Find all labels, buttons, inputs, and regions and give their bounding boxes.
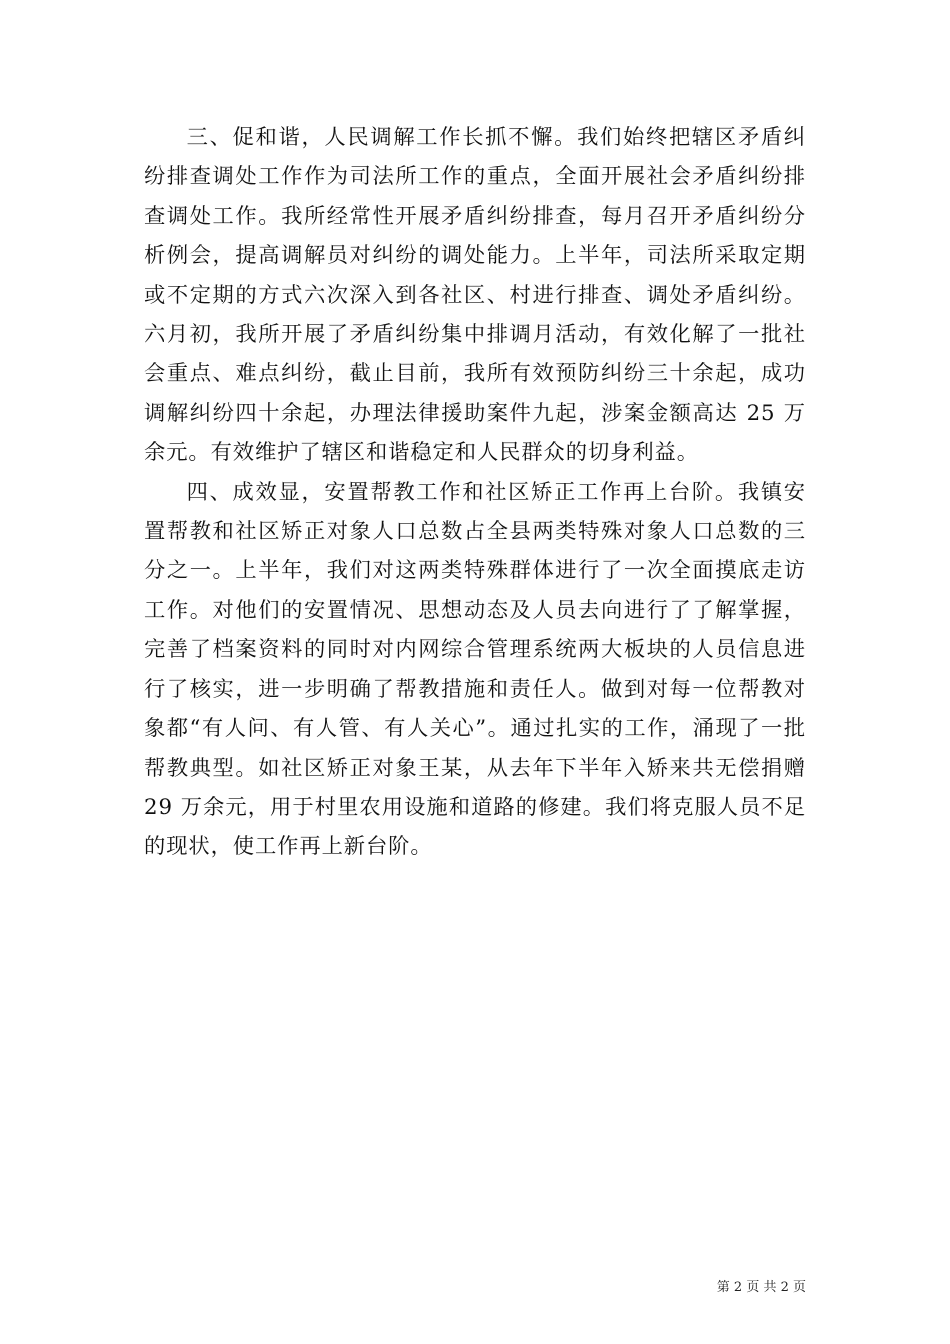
paragraph-community-correction: 四、成效显，安置帮教工作和社区矫正工作再上台阶。我镇安置帮教和社区矫正对象人口总数占全县两类特殊对象人口总数的三分之一。上半年，我们对这两类特殊群体进行了一次全面摸底走访工作。对他们的安置情况、思想动态及人员去向进行了了解掌握，完善了档案资料的同时对内网综合管理系统两大板块的人员信息进行了核实，进一步明确了帮教措施和责任人。做到对每一位帮教对象都“有人问、有人管、有人关心”。通过扎实的工作，涌现了一批帮教典型。如社区矫正对象王某，从去年下半年入矫来共无偿捐赠 29 万余元，用于村里农用设施和道路的修建。我们将克服人员不足的现状，使工作再上新台阶。: [144, 479, 806, 860]
page-number-footer: 第 2 页 共 2 页: [716, 1280, 806, 1295]
body-text: [144, 118, 806, 867]
paragraph-mediation: 三、促和谐，人民调解工作长抓不懈。我们始终把辖区矛盾纠纷排查调处工作作为司法所工作的重点，全面开展社会矛盾纠纷排查调处工作。我所经常性开展矛盾纠纷排查，每月召开矛盾纠纷分析例会，提高调解员对纠纷的调处能力。上半年，司法所采取定期或不定期的方式六次深入到各社区、村进行排查、调处矛盾纠纷。六月初，我所开展了矛盾纠纷集中排调月活动，有效化解了一批社会重点、难点纠纷，截止目前，我所有效预防纠纷三十余起，成功调解纠纷四十余起，办理法律援助案件九起，涉案金额高达 25 万余元。有效维护了辖区和谐稳定和人民群众的切身利益。: [144, 125, 806, 466]
